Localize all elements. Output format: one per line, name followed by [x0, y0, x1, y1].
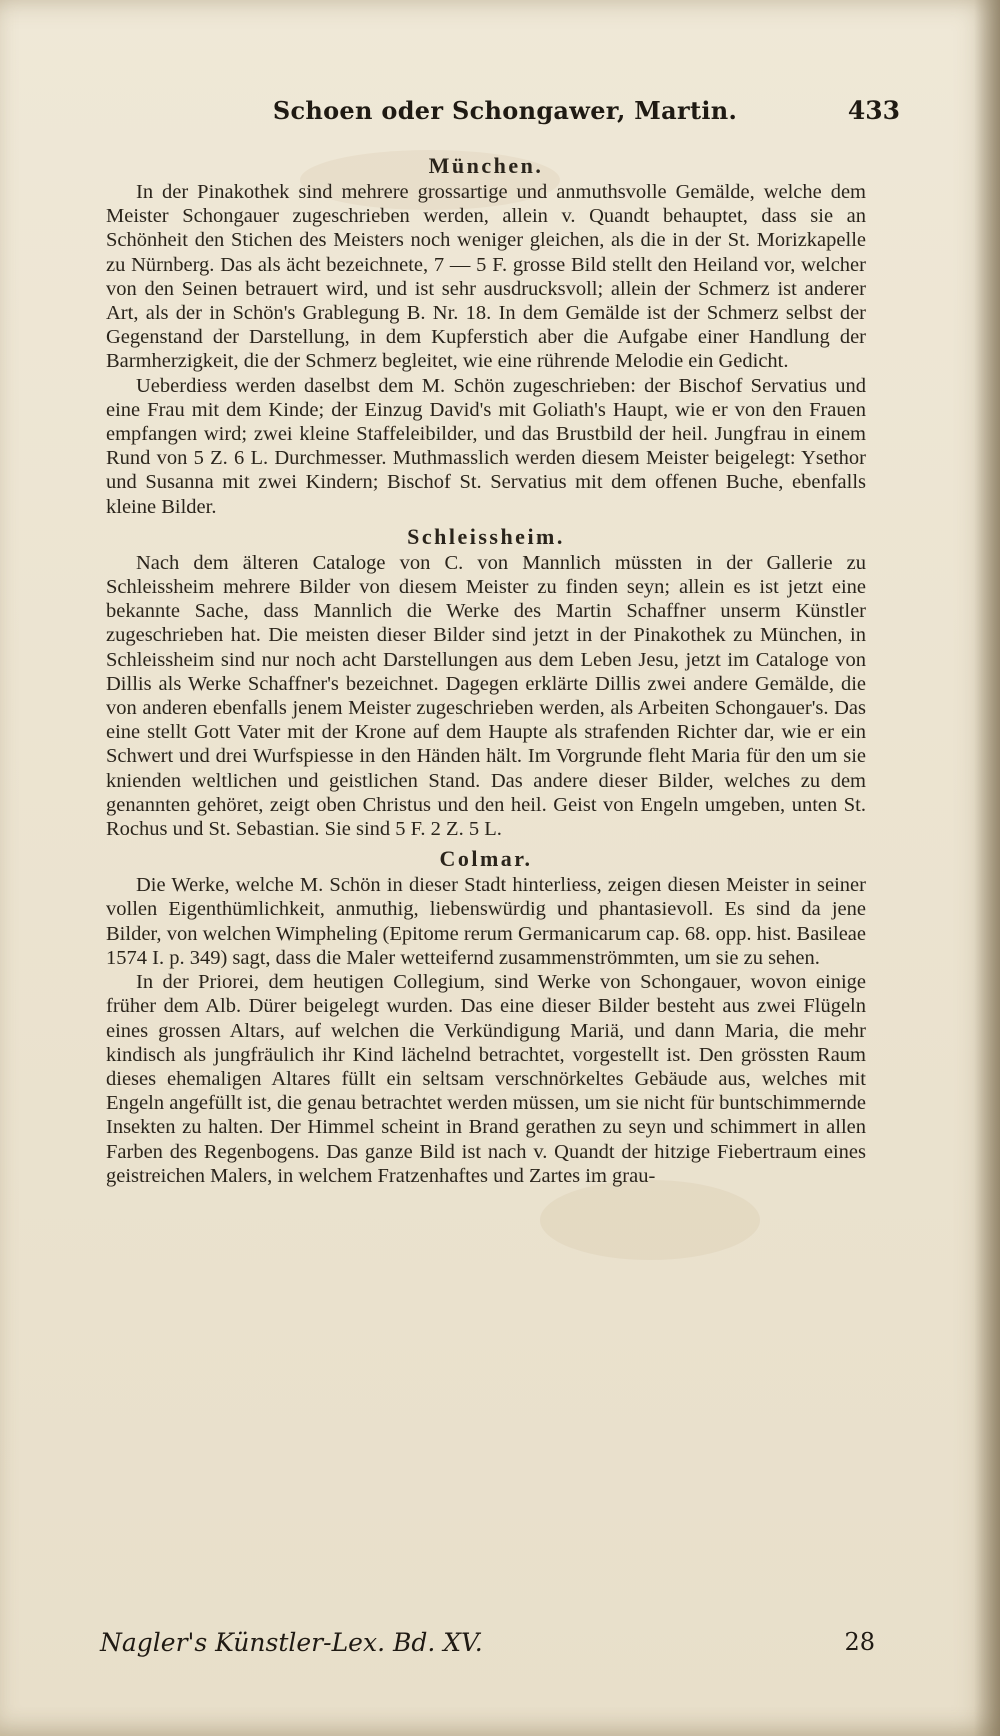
body-text [106, 152, 866, 1188]
section-heading-muenchen: München. [428, 153, 544, 178]
running-head [110, 96, 900, 136]
page-footer [100, 1628, 875, 1664]
paragraph: In der Pinakothek sind mehrere grossartige und anmuthsvolle Gemälde, welche dem Meister Schongauer zugeschrieben werden, allein v. Quandt behauptet, dass sie an Schönheit den Stichen des Meisters noch weniger gleichen, als die in der St. Morizkapelle zu Nürnberg. Das als ächt bezeichnete, 7 — 5 F. grosse Bild stellt den Heiland vor, welcher von den Seinen betrauert wird, und ist sehr ausdrucksvoll; allein der Schmerz ist anderer Art, als der in Schön's Grablegung B. Nr. 18. In dem Gemälde ist der Schmerz selbst der Gegenstand der Darstellung, in dem Kupferstich aber die Aufgabe einer Handlung der Barmherzigkeit, die der Schmerz begleitet, wie eine rührende Melodie ein Gedicht. [106, 181, 866, 373]
section-heading-schleissheim: Schleissheim. [407, 523, 565, 549]
paragraph: Nach dem älteren Cataloge von C. von Mannlich müssten in der Gallerie zu Schleissheim mehrere Bilder von diesem Meister zu finden seyn; allein es ist jetzt eine bekannte Sache, dass Mannlich die Werke des Martin Schaffner unserm Künstler zugeschrieben hat. Die meisten dieser Bilder sind jetzt in der Pinakothek zu München, in Schleissheim sind nur noch acht Darstellungen aus dem Leben Jesu, jetzt im Cataloge von Dillis als Werke Schaffner's bezeichnet. Dagegen erklärte Dillis zwei andere Gemälde, die von anderen ebenfalls jenem Meister zugeschrieben werden, als Arbeiten Schongauer's. Das eine stellt Gott Vater mit der Krone auf dem Haupte als strafenden Richter dar, wie er ein Schwert und drei Wurfspiesse in den Händen hält. Im Vorgrunde fleht Maria für den um sie knienden weltlichen und geistlichen Stand. Das andere dieser Bilder, welches zu dem genannten gehöret, zeigt oben Christus und den heil. Geist von Engeln umgeben, unten St. Rochus und St. Sebastian. Sie sind 5 F. 2 Z. 5 L. [106, 551, 866, 841]
paragraph: In der Priorei, dem heutigen Collegium, sind Werke von Schongauer, wovon einige früher dem Alb. Dürer beigelegt wurden. Das eine dieser Bilder besteht aus zwei Flügeln eines grossen Altars, auf welchen die Verkündigung Mariä, und dann Maria, die mehr kindisch als jungfräulich ihr Kind lächelnd betrachtet, vorgestellt ist. Den grössten Raum dieses ehemaligen Altares füllt ein seltsam verschnörkeltes Gebäude aus, welches mit Engeln angefüllt ist, die genau betrachtet werden müssen, um sie nicht für buntschimmernde Insekten zu halten. Der Himmel scheint in Brand gerathen zu seyn und schimmert in allen Farben des Regenbogens. Das ganze Bild ist nach v. Quandt der hitzige Fiebertraum eines geistreichen Malers, in welchem Fratzenhaftes und Zartes im grau- [106, 971, 866, 1187]
paper-stain [540, 1180, 760, 1260]
paragraph: Ueberdiess werden daselbst dem M. Schön zugeschrieben: der Bischof Servatius und eine Frau mit dem Kinde; der Einzug David's mit Goliath's Haupt, wie er von den Frauen empfangen wird; zwei kleine Staffeleibilder, und das Brustbild der heil. Jungfrau in einem Rund von 5 Z. 6 L. Durchmesser. Muthmasslich werden diesem Meister beigelegt: Ysethor und Susanna mit zwei Kindern; Bischof St. Servatius mit dem offenen Buche, ebenfalls kleine Bilder. [106, 374, 866, 518]
section-heading-colmar: Colmar. [439, 846, 533, 872]
sheet-mark: 28 [844, 1628, 875, 1656]
paragraph: Die Werke, welche M. Schön in dieser Stadt hinterliess, zeigen diesen Meister in seiner vollen Eigenthümlichkeit, anmuthig, liebenswürdig und phantasievoll. Es sind da jene Bilder, von welchen Wimpheling (Epitome rerum Germanicarum cap. 68. opp. hist. Basileae 1574 I. p. 349) sagt, dass die Maler wetteifernd zusammenströmmten, um sie zu sehen. [106, 874, 866, 969]
page-edge-shadow [974, 0, 1000, 1736]
page-number: 433 [847, 96, 900, 125]
signature-line: Nagler's Künstler-Lex. Bd. XV. [100, 1628, 483, 1657]
running-title: Schoen oder Schongawer, Martin. [272, 96, 738, 125]
